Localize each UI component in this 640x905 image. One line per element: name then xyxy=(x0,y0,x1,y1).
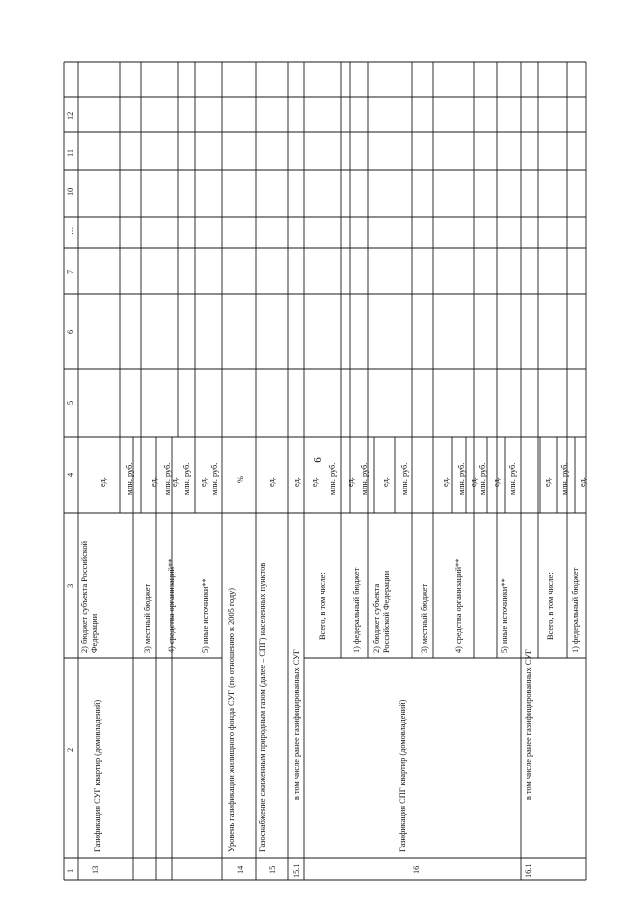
row-14-number: 14 xyxy=(236,865,245,874)
row-13-name: Газификация СУГ квартир (домовладений) xyxy=(93,699,102,852)
row-16-number: 16 xyxy=(412,865,421,874)
col-header-3: 3 xyxy=(66,583,75,588)
page-number: 6 xyxy=(312,457,324,463)
row-13-item-3-unit-1: ед. xyxy=(170,477,179,487)
row-13-item-2-label: 3) местный бюджет xyxy=(143,583,152,653)
col-header-11: 11 xyxy=(66,149,75,157)
row-14-unit: % xyxy=(236,476,245,483)
row-15-1-unit: ед. xyxy=(292,477,301,487)
row-16-1-number: 16.1 xyxy=(524,863,533,878)
col-header-5: 5 xyxy=(66,400,75,405)
col-header-7: 7 xyxy=(66,269,75,274)
row-16-item-4-unit-2: млн. руб. xyxy=(457,462,466,495)
col-header-6: 6 xyxy=(66,329,75,334)
col-header-2: 2 xyxy=(66,747,75,752)
row-13-item-4-label: 5) иные источники** xyxy=(201,578,210,653)
row-16-item-2-label: 1) федеральный бюджет xyxy=(352,567,361,653)
row-16-1-name: в том числе ранее газифицированных СУГ xyxy=(524,649,533,800)
row-16-1-item-1-unit-1: ед. xyxy=(543,477,552,487)
row-16-item-2-unit-1: ед. xyxy=(346,477,355,487)
col-header-10: 10 xyxy=(66,187,75,196)
row-16-item-3-unit-1: ед. xyxy=(381,477,390,487)
row-16-item-4-unit-1: ед. xyxy=(441,477,450,487)
row-16-item-4-label: 3) местный бюджет xyxy=(420,583,429,653)
row-15-1-number: 15.1 xyxy=(292,863,301,878)
row-16-item-1-unit-1: ед. xyxy=(310,477,319,487)
row-13-item-4-unit-1: ед. xyxy=(199,477,208,487)
col-header-12: 12 xyxy=(66,111,75,120)
col-header-4: 4 xyxy=(66,472,75,477)
row-16-item-6-label: 5) иные источники** xyxy=(500,578,509,653)
row-13-item-1-unit-1: ед. xyxy=(98,477,107,487)
row-16-item-6-unit-2: млн. руб. xyxy=(508,462,517,495)
row-16-item-5-unit-1: ед. xyxy=(469,477,478,487)
row-13-item-4-unit-2: млн. руб. xyxy=(210,462,219,495)
row-13-number: 13 xyxy=(91,865,100,874)
row-15-1-name: в том числе ранее газифицированных СУГ xyxy=(292,649,301,800)
row-16-item-3-label: 2) бюджет субъекта Российской Федерации xyxy=(372,570,391,653)
row-16-item-3-unit-2: млн. руб. xyxy=(400,462,409,495)
col-header-1: 1 xyxy=(66,868,75,873)
row-16-item-2-unit-2: млн. руб. xyxy=(360,462,369,495)
row-13-item-3-label: 4) средства организаций** xyxy=(167,558,176,653)
row-15-number: 15 xyxy=(268,865,277,874)
row-13-item-2-unit-2: млн. руб. xyxy=(163,462,172,495)
row-16-item-1-label: Всего, в том числе: xyxy=(318,572,327,640)
col-header-8: … xyxy=(66,226,75,235)
row-16-1-item-1-unit-2: млн. руб. xyxy=(560,462,569,495)
row-13-item-2-unit-1: ед. xyxy=(149,477,158,487)
row-16-1-item-2-label: 1) федеральный бюджет xyxy=(571,567,580,653)
row-13-item-1-unit-2: млн. руб. xyxy=(125,462,134,495)
row-16-item-5-unit-2: млн. руб. xyxy=(478,462,487,495)
row-16-item-6-unit-1: ед. xyxy=(492,477,501,487)
row-13-item-3-unit-2: млн. руб. xyxy=(182,462,191,495)
row-15-name: Газоснабжение сжиженным природным газом (далее – СПГ) населенных пунктов xyxy=(258,562,267,852)
row-16-1-item-2-unit-1: ед. xyxy=(578,477,587,487)
row-15-unit: ед. xyxy=(267,477,276,487)
row-14-name: Уровень газификации жилищного фонда СУГ (по отношению к 2005 году) xyxy=(227,587,236,852)
row-16-1-item-1-label: Всего, в том числе: xyxy=(546,572,555,640)
row-13-item-1-label: 2) бюджет субъекта Российской Федерации xyxy=(80,540,99,653)
row-16-name: Газификация СПГ квартир (домовладений) xyxy=(398,699,407,852)
row-16-item-1-unit-2: млн. руб. xyxy=(328,462,337,495)
row-16-item-5-label: 4) средства организаций** xyxy=(454,558,463,653)
